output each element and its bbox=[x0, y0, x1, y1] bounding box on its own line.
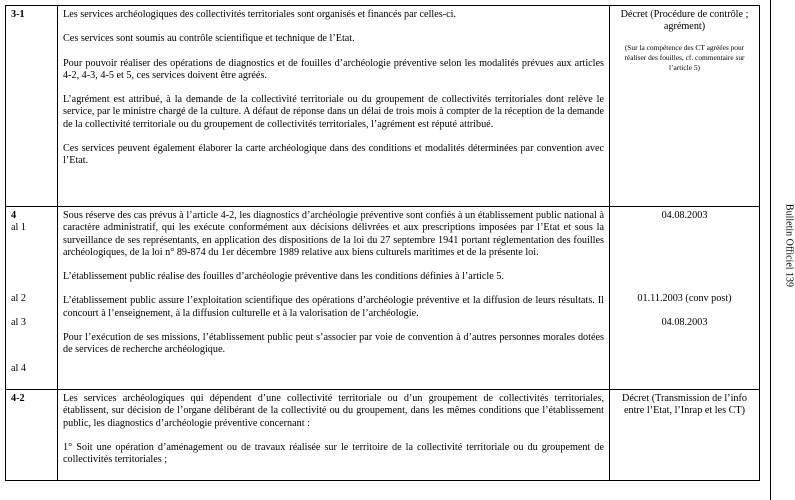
article-text bbox=[58, 6, 610, 207]
paragraph: Ces services peuvent également élaborer la carte archéologique dans des conditions et modalités déterminées par convention avec l’Etat. bbox=[63, 143, 604, 167]
table-row bbox=[6, 207, 760, 390]
legal-table bbox=[5, 5, 760, 481]
article-text bbox=[58, 207, 610, 390]
article-label: 4 bbox=[11, 210, 17, 221]
page-margin bbox=[760, 0, 795, 500]
reference-note: (Sur la compétence des CT agréées pour réaliser des fouilles, cf. commentaire sur l’article 5) bbox=[624, 42, 745, 72]
article-number: 4-2 bbox=[6, 390, 58, 481]
margin-rule bbox=[770, 0, 771, 500]
alinea-text: Sous réserve des cas prévus à l’article 4-2, les diagnostics d’archéologie préventive sont confiés à un établissement public national à caractère administratif, qui les exécute conformément aux décisions délivrées et aux prescriptions imposées par l’Etat et sous la surveillance de ses représentants, en application des dispositions de la loi du 27 septembre 1941 portant réglementation des fouilles archéologiques, de la loi n° 89-874 du 1er décembre 1989 relative aux biens culturels maritimes et de la présente loi. bbox=[63, 210, 604, 258]
alinea-label: al 1 bbox=[11, 222, 26, 234]
paragraph: Pour pouvoir réaliser des opérations de diagnostics et de fouilles d’archéologie préventive selon les modalités prévues aux articles 4-2, 4-3, 4-5 et 5, ces services doivent être agréés. bbox=[63, 57, 604, 81]
table-row bbox=[6, 390, 760, 481]
alinea-text: Pour l’exécution de ses missions, l’établissement public peut s’associer par voie de convention à d’autres personnes morales dotées de services de recherche archéologique. bbox=[63, 332, 604, 356]
article-text bbox=[58, 390, 610, 481]
date-reference: 04.08.2003 bbox=[661, 210, 708, 221]
paragraph: L’agrément est attribué, à la demande de la collectivité territoriale ou du groupement de collectivités territoriales dont relève le service, par le ministre chargé de la culture. A défaut de réponse dans un délai de trois mois à compter de la réception de la demande de la collectivité territoriale ou du groupement de collectivités territoriales, l’agrément est réputé attribué. bbox=[63, 94, 604, 130]
reference-cell bbox=[610, 6, 760, 207]
alinea-label: al 2 bbox=[11, 293, 26, 305]
article-number: 3-1 bbox=[6, 6, 58, 207]
paragraph: 1° Soit une opération d’aménagement ou de travaux réalisée sur le territoire de la collectivité territoriale ou du groupement de collectivités territoriales ; bbox=[63, 441, 604, 466]
alinea-label: al 4 bbox=[11, 363, 26, 375]
publication-label: Bulletin Officiel 139 bbox=[783, 203, 795, 288]
paragraph: Les services archéologiques des collectivités territoriales sont organisés et financés par celles-ci. bbox=[63, 9, 457, 20]
reference-cell bbox=[610, 390, 760, 481]
table-row bbox=[6, 6, 760, 207]
decree-reference: Décret (Transmission de l’info entre l’Etat, l’Inrap et les CT) bbox=[622, 393, 747, 417]
paragraph: Ces services sont soumis au contrôle scientifique et technique de l’Etat. bbox=[63, 33, 355, 45]
alinea-label: al 3 bbox=[11, 317, 26, 329]
paragraph: Les services archéologiques qui dépendent d’une collectivité territoriale ou d’un groupement de collectivités territoriales, établissent, sur décision de l’organe délibérant de la collectivité ou du groupement, dans les mêmes conditions que l’établissement public, les diagnostics d’archéologie préventive concernant : bbox=[63, 393, 604, 429]
reference-cell bbox=[610, 207, 760, 390]
date-reference: 01.11.2003 (conv post) bbox=[637, 293, 732, 304]
alinea-text: L’établissement public réalise des fouilles d’archéologie préventive dans les conditions définies à l’article 5. bbox=[63, 271, 504, 283]
article-number bbox=[6, 207, 58, 390]
decree-reference: Décret (Procédure de contrôle ; agrément) bbox=[620, 9, 749, 33]
date-reference: 04.08.2003 bbox=[661, 317, 708, 328]
alinea-text: L’établissement public assure l’exploitation scientifique des opérations d’archéologie préventive et la diffusion de leurs résultats. Il concourt à l’enseignement, à la diffusion culturelle et à la valorisation de l’archéologie. bbox=[63, 295, 604, 319]
